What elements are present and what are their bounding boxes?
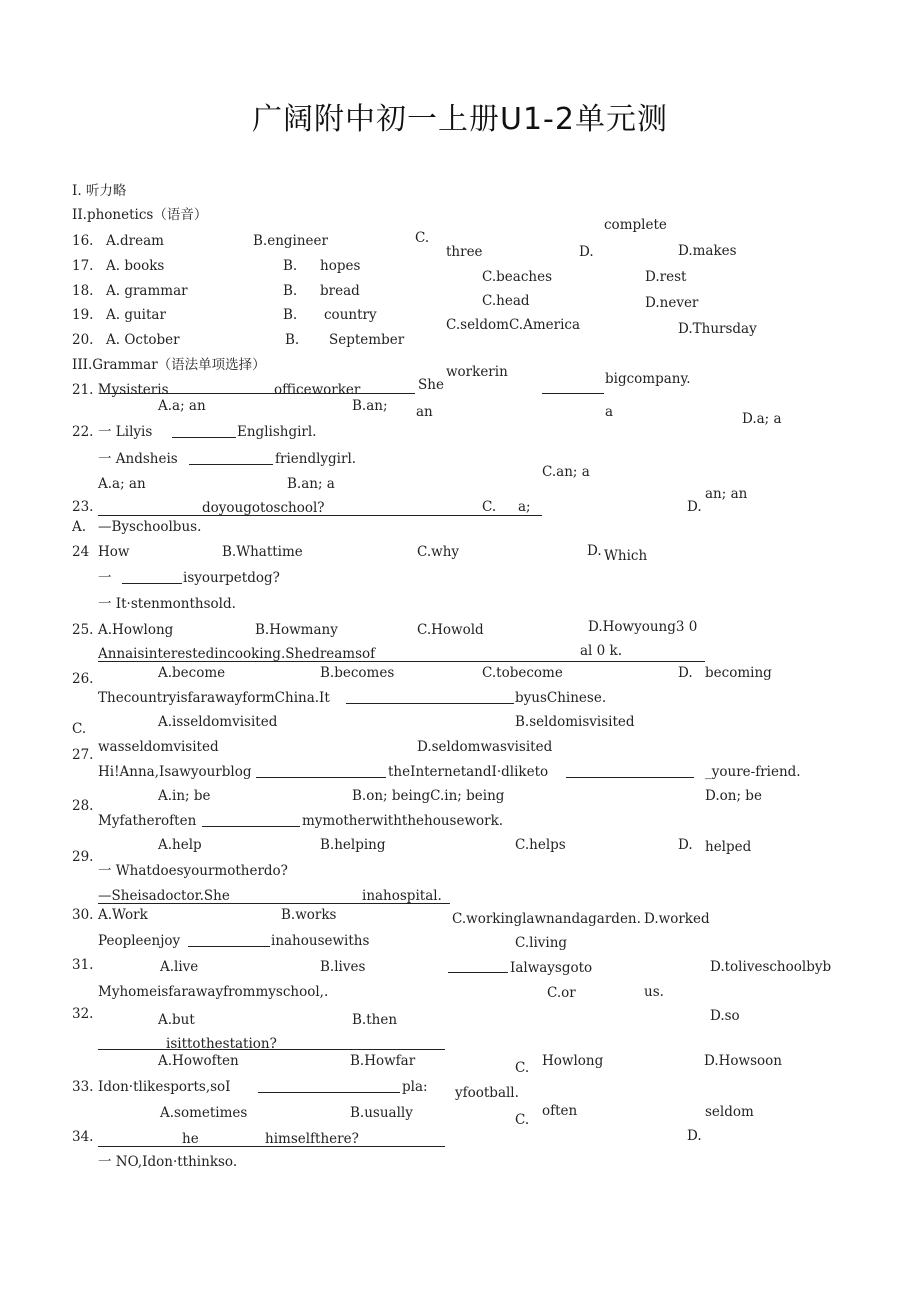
q22-option-b: B.an; a: [287, 476, 335, 492]
q26-stem-tail: byusChinese.: [515, 690, 607, 706]
q16-d-label: D.: [579, 244, 594, 260]
q24-stem-2: 一 It·stenmonthsold.: [98, 596, 236, 612]
q30-option-b: B.works: [281, 907, 337, 923]
q28-option-a: A.help: [158, 837, 202, 853]
q18-b-label: B.: [283, 283, 298, 299]
q33-option-b-2: B.usually: [350, 1105, 413, 1121]
q34-d-label: D.: [687, 1128, 702, 1144]
q25-option-c: C.Howold: [417, 622, 484, 638]
q34-stem-himself: himselfthere?: [265, 1131, 359, 1147]
q24-option-a: How: [98, 544, 130, 560]
phonetics-c-label: C.: [415, 230, 430, 246]
q24-stem-1-tail: isyourpetdog?: [183, 570, 280, 586]
q23-stem: doyougotoschool?: [202, 500, 325, 516]
q17-number: 17.: [72, 258, 94, 274]
q22-blank-2: [189, 464, 273, 465]
q21-option-c: a: [605, 404, 614, 420]
q30-stem: Peopleenjoy: [98, 933, 181, 949]
q24-number: 24: [72, 544, 90, 560]
q33-stem: Idon·tlikesports,soI: [98, 1079, 231, 1095]
q25-number: 25.: [72, 622, 94, 638]
section-phonetics: II.phonetics（语音）: [72, 207, 208, 223]
q33-stem-tail: pla:: [402, 1079, 428, 1095]
q19-option-c: C.seldomC.America: [446, 317, 581, 333]
q30-stem-tail: inahousewiths: [271, 933, 370, 949]
q18-number: 18.: [72, 283, 94, 299]
q32-number: 32.: [72, 1006, 94, 1022]
q30-option-a: A.Work: [98, 907, 148, 923]
q17-b-label: B.: [283, 258, 298, 274]
q31-option-a: A.live: [160, 959, 199, 975]
q24-option-b: B.Whattime: [222, 544, 303, 560]
q27-stem: Hi!Anna,Isawyourblog: [98, 764, 252, 780]
q21-stem: 21. Mysisteris: [72, 382, 169, 398]
q27-option-a: A.in; be: [158, 788, 211, 804]
q21-she: She: [418, 377, 444, 393]
q24-d-label: D.: [587, 543, 602, 559]
q21-option-b-2: an: [416, 404, 433, 420]
q18-option-d: D.never: [645, 295, 699, 311]
q25-blank-line: [98, 661, 705, 662]
q28-blank: [202, 826, 300, 827]
q17-option-d: D.rest: [645, 269, 687, 285]
q25-option-a: A.Howlong: [98, 622, 174, 638]
q24-option-c: C.why: [417, 544, 460, 560]
q28-stem-tail: mymotherwiththehousework.: [302, 813, 504, 829]
q23-option-c: a;: [518, 499, 531, 515]
q29-stem-1: 一 Whatdoesyourmotherdo?: [98, 863, 288, 879]
q18-option-a: A. grammar: [106, 283, 188, 299]
q28-option-d: helped: [705, 839, 752, 855]
q26-number: 26.: [72, 671, 94, 687]
q31-blank: [448, 972, 508, 973]
q31-stem-us: us.: [644, 984, 664, 1000]
q28-option-c: C.helps: [515, 837, 566, 853]
q21-option-d: D.a; a: [742, 411, 782, 427]
q25-option-b: B.Howmany: [255, 622, 338, 638]
q23-answer: —Byschoolbus.: [98, 519, 202, 535]
q26-option-b: B.becomes: [320, 665, 395, 681]
q17-option-c: C.beaches: [482, 269, 552, 285]
q33-option-d-2: seldom: [705, 1104, 754, 1120]
q30-option-d: D.worked: [644, 911, 710, 927]
q33-option-b: B.Howfar: [350, 1053, 416, 1069]
q21-option-b: B.an;: [352, 398, 388, 414]
q22-stem-2: 一 Andsheis: [98, 451, 178, 467]
section-grammar: III.Grammar（语法单项选择）: [72, 357, 266, 373]
q23-d-label: D.: [687, 499, 702, 515]
q31-number: 31.: [72, 957, 94, 973]
q17-option-b: hopes: [320, 258, 361, 274]
q25-option-d: D.Howyoung3 0: [588, 619, 698, 635]
q16-option-d: D.makes: [678, 243, 737, 259]
q32-option-a: A.but: [158, 1012, 195, 1028]
q33-option-d: D.Howsoon: [704, 1053, 782, 1069]
q20-option-d: D.Thursday: [678, 321, 757, 337]
q28-option-b: B.helping: [320, 837, 386, 853]
q22-stem-1-tail: Englishgirl.: [237, 424, 317, 440]
q22-stem-1: 一 Lilyis: [98, 424, 153, 440]
q21-stem-mid: officeworker: [274, 382, 361, 398]
q16-option-b: B.engineer: [253, 233, 328, 249]
q27-stem-tail: _youre-friend.: [705, 764, 801, 780]
q22-blank-1: [172, 437, 236, 438]
q26-option-c-2: wasseldomvisited: [98, 739, 219, 755]
q30-option-c-2: C.living: [515, 935, 568, 951]
phonetics-complete: complete: [604, 217, 667, 233]
q33-option-c-2: often: [542, 1103, 578, 1119]
q31-stem-tail: Ialwaysgoto: [510, 960, 593, 976]
q33-number: 33.: [72, 1079, 94, 1095]
q23-number: 23.: [72, 499, 94, 515]
q29-underline: [98, 903, 450, 904]
q32-stem: isittothestation?: [166, 1036, 277, 1052]
q20-number: 20.: [72, 332, 94, 348]
q29-number: 29.: [72, 849, 94, 865]
q33-option-c: Howlong: [542, 1053, 604, 1069]
q20-option-b: September: [329, 332, 405, 348]
q20-b-label: B.: [285, 332, 300, 348]
q22-stem-2-tail: friendlygirl.: [275, 451, 357, 467]
section-listening: I. 听力略: [72, 183, 127, 199]
q28-stem: Myfatheroften: [98, 813, 197, 829]
q19-number: 19.: [72, 307, 94, 323]
q25-stem: Annaisinterestedincooking.Shedreamsof: [98, 646, 376, 662]
q22-option-d: an; an: [705, 486, 748, 502]
q21-option-a: A.a; an: [158, 398, 206, 414]
q28-number: 28.: [72, 798, 94, 814]
q26-option-d-2: D.seldomwasvisited: [417, 739, 553, 755]
q32-option-d: D.so: [710, 1008, 740, 1024]
q28-d-label: D.: [678, 837, 693, 853]
page-title: 广阔附中初一上册U1-2单元测: [252, 102, 668, 137]
q32-blank-line: [98, 1049, 445, 1050]
q26-option-d: becoming: [705, 665, 772, 681]
q34-number: 34.: [72, 1129, 94, 1145]
q16-option-c: three: [446, 244, 483, 260]
q29-stem-2-tail: inahospital.: [362, 888, 442, 904]
q22-option-c: C.an; a: [542, 464, 590, 480]
q18-option-b: bread: [320, 283, 360, 299]
q26-stem: ThecountryisfarawayformChina.It: [98, 690, 330, 706]
q23-c-label: C.: [482, 499, 497, 515]
q30-blank: [188, 946, 270, 947]
q31-option-c: C.or: [547, 985, 576, 1001]
q33-blank: [258, 1092, 400, 1093]
q26-option-c: C.tobecome: [482, 665, 563, 681]
q27-option-b: B.on; beingC.in; being: [352, 788, 505, 804]
q20-option-a: A. October: [106, 332, 180, 348]
q25-stem-tail: al 0 k.: [580, 643, 623, 659]
q23-blank-line: [98, 515, 542, 516]
q24-stem-1: 一: [98, 570, 112, 586]
q31-option-b: B.lives: [320, 959, 366, 975]
q24-blank: [122, 583, 182, 584]
q34-answer: 一 NO,Idon·tthinkso.: [98, 1154, 238, 1170]
q33-option-a: A.Howoften: [158, 1053, 239, 1069]
q27-number: 27.: [72, 747, 94, 763]
q19-b-label: B.: [283, 307, 298, 323]
q23-a-label: A.: [72, 519, 87, 535]
q26-option-a-2: A.isseldomvisited: [158, 714, 278, 730]
q27-stem-mid: theInternetandI·dliketo: [388, 764, 549, 780]
q31-option-d: D.toliveschoolbyb: [710, 959, 832, 975]
q22-number: 22.: [72, 424, 94, 440]
q21-workerin: workerin: [446, 364, 508, 380]
q34-blank-line: [98, 1146, 445, 1147]
q33-c-label-2: C.: [515, 1112, 530, 1128]
q21-blank-line-2: [542, 393, 604, 394]
q16-number: 16.: [72, 233, 94, 249]
q17-option-a: A. books: [106, 258, 165, 274]
q21-blank-line: [100, 393, 415, 394]
q26-d-label: D.: [678, 665, 693, 681]
q27-blank-2: [566, 777, 694, 778]
q33-option-a-2: A.sometimes: [160, 1105, 248, 1121]
q30-number: 30.: [72, 907, 94, 923]
q31-stem: Myhomeisfarawayfrommyschool,.: [98, 984, 329, 1000]
q19-option-a: A. guitar: [106, 307, 166, 323]
q34-stem-he: he: [182, 1131, 199, 1147]
q30-option-c: C.workinglawnandagarden.: [452, 911, 641, 927]
q27-option-d: D.on; be: [705, 788, 762, 804]
q33-stem-tail-2: yfootball.: [455, 1085, 519, 1101]
q26-c-label: C.: [72, 721, 87, 737]
q24-option-d: Which: [604, 548, 648, 564]
q27-blank-1: [256, 777, 386, 778]
q32-option-b: B.then: [352, 1012, 398, 1028]
q22-option-a: A.a; an: [98, 476, 146, 492]
q16-option-a: A.dream: [106, 233, 164, 249]
q26-option-a: A.become: [158, 665, 226, 681]
q26-blank: [346, 703, 514, 704]
q33-c-label: C.: [515, 1060, 530, 1076]
q26-option-b-2: B.seldomisvisited: [515, 714, 635, 730]
q18-option-c: C.head: [482, 293, 530, 309]
q19-option-b: country: [324, 307, 377, 323]
q21-stem-tail: bigcompany.: [605, 371, 691, 387]
q29-stem-2: —Sheisadoctor.She: [98, 888, 230, 904]
